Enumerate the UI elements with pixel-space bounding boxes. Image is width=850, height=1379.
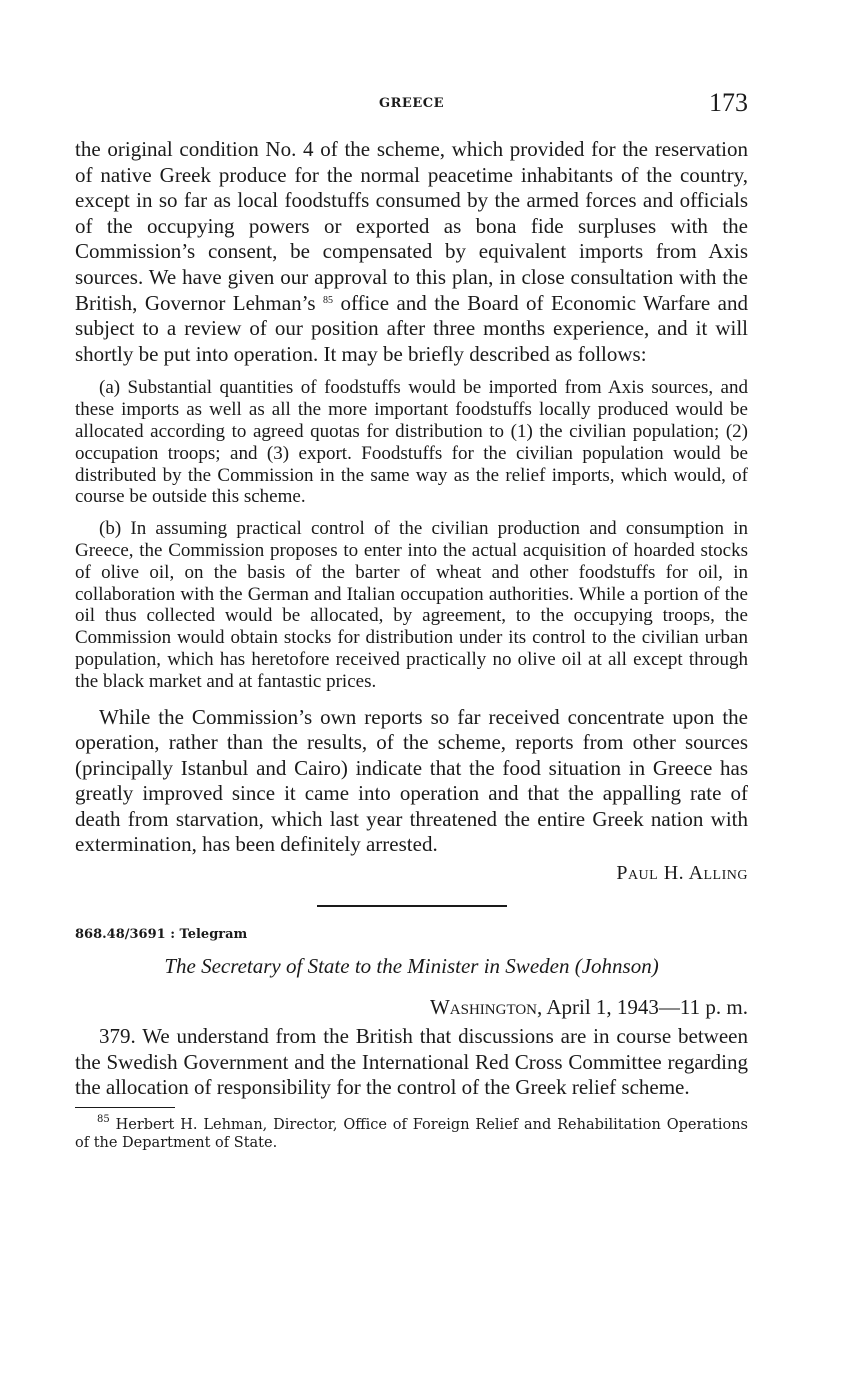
paragraph: While the Commission’s own reports so far received concentrate upon the operation, rather than the results, of the scheme, reports from other sources (principally Istanbul and Cairo) indicate that the food situation in Greece has greatly improved since it came into operation and that the appalling rate of death from starvation, which last year threatened the entire Greek nation with extermination, has been definitely arrested. [75, 704, 748, 857]
document-title: The Secretary of State to the Minister in Sweden (Johnson) [164, 954, 659, 979]
page-number: 173 [709, 88, 748, 117]
running-header [75, 88, 748, 122]
file-reference: 868.48/3691 : Telegram [75, 927, 248, 943]
footnote [75, 1113, 748, 1152]
paragraph-text: the original condition No. 4 of the scheme, which provided for the reservation of native Greek produce for the normal peacetime inhabitants of the country, except in so far as local foodstuffs consumed by the armed forces and officials of the occupying powers or exported as bona fide surpluses with the Commission’s consent, be compensated by equivalent imports from Axis sources. We have given our approval to this plan, in close consultation with the British, Governor Lehman’s [75, 137, 748, 315]
paragraph-continued [75, 137, 748, 367]
dateline-place: Washington [429, 995, 538, 1020]
quoted-item-a: (a) Substantial quantities of foodstuffs would be imported from Axis sources, and these imports as well as all the more important foodstuffs locally produced would be allocated according to agreed quotas for distribution to (1) the civilian population; (2) occupation troops; and (3) export. Foodstuffs for the civilian population would be distributed by the Commission in the same way as the relief imports, which would, of course be outside this scheme. [75, 377, 748, 508]
dateline [75, 995, 748, 1020]
running-title: GREECE [379, 96, 444, 111]
section-divider [317, 905, 507, 907]
signature: Paul H. Alling [616, 862, 748, 885]
footnote-rule [75, 1107, 175, 1108]
document-page [75, 88, 748, 1152]
footnote-reference: 85 [323, 294, 334, 306]
paragraph-text: office and the Board of Economic Warfare and subject to a review of our position after three months experience, and it will shortly be put into operation. It may be briefly described as follows: [75, 290, 748, 366]
dateline-date: , April 1, 1943—11 p. m. [537, 995, 748, 1020]
footnote-mark: 85 [97, 1113, 110, 1125]
quoted-item-b: (b) In assuming practical control of the civilian production and consumption in Greece, the Commission proposes to enter into the actual acquisition of hoarded stocks of olive oil, on the basis of the barter of wheat and other foodstuffs for oil, in collaboration with the German and Italian occupation authorities. While a portion of the oil thus collected would be allocated, by agreement, to the occupying troops, the Commission would obtain stocks for distribution under its control to the civilian urban population, which has heretofore received practically no olive oil at all except through the black market and at fantastic prices. [75, 518, 748, 692]
footnote-text: Herbert H. Lehman, Director, Office of Foreign Relief and Rehabilitation Operations of the Department of State. [75, 1116, 748, 1151]
telegram-body: 379. We understand from the British that discussions are in course between the Swedish Government and the International Red Cross Committee regarding the allocation of responsibility for the control of the Greek relief scheme. [75, 1024, 748, 1100]
